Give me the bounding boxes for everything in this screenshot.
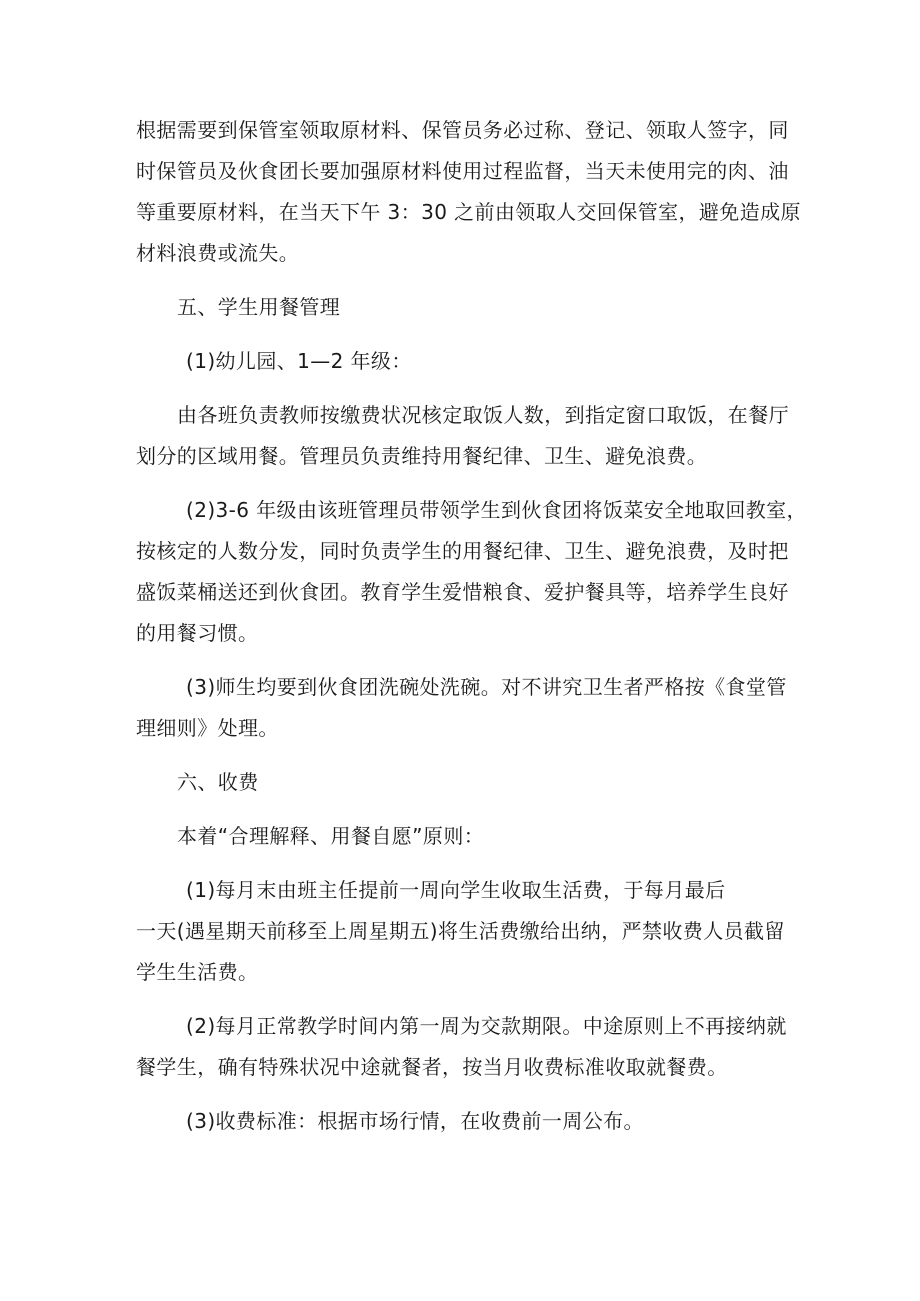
text-line: 划分的区域用餐。管理员负责维持用餐纪律、卫生、避免浪费。 <box>136 444 708 468</box>
text-line: 盛饭菜桶送还到伙食团。教育学生爱惜粮食、爱护餐具等，培养学生良好 <box>136 580 789 604</box>
text-line: 理细则》处理。 <box>136 716 279 740</box>
paragraph-monthly-collection <box>136 870 804 993</box>
paragraph-payment-deadline <box>136 1006 804 1088</box>
paragraph-principle <box>136 816 804 857</box>
text-line: (2)3-6 年级由该班管理员带领学生到伙食团将饭菜安全地取回教室， <box>186 498 807 522</box>
section-heading-6 <box>136 762 804 803</box>
paragraph-kindergarten <box>136 341 804 382</box>
section-heading-5 <box>136 287 804 328</box>
heading-text: 六、收费 <box>177 770 259 794</box>
text-line: (1)每月末由班主任提前一周向学生收取生活费，于每月最后 <box>186 878 726 902</box>
text-line: 材料浪费或流失。 <box>136 241 300 265</box>
text-line: 本着“合理解释、用餐自愿”原则： <box>177 824 485 848</box>
paragraph-dish-washing <box>136 667 804 749</box>
text-line: 按核定的人数分发，同时负责学生的用餐纪律、卫生、避免浪费，及时把 <box>136 539 789 563</box>
text-line: (3)师生均要到伙食团洗碗处洗碗。对不讲究卫生者严格按《食堂管 <box>186 675 787 699</box>
text-line: (2)每月正常教学时间内第一周为交款期限。中途原则上不再接纳就 <box>186 1014 787 1038</box>
text-line: (3)收费标准：根据市场行情，在收费前一周公布。 <box>186 1109 644 1133</box>
text-line: 的用餐习惯。 <box>136 621 259 645</box>
paragraph-grade-3-6 <box>136 490 807 654</box>
text-line: 一天(遇星期天前移至上周星期五)将生活费缴给出纳，严禁收费人员截留 <box>136 919 785 943</box>
heading-text: 五、学生用餐管理 <box>177 295 341 319</box>
paragraph-material-collection <box>136 110 804 274</box>
paragraph-class-teacher <box>136 395 804 477</box>
text-line: 等重要原材料，在当天下午 3：30 之前由领取人交回保管室，避免造成原 <box>136 200 801 224</box>
document-body <box>136 110 807 1155</box>
text-line: 学生生活费。 <box>136 960 259 984</box>
text-line: 由各班负责教师按缴费状况核定取饭人数，到指定窗口取饭，在餐厅 <box>177 403 789 427</box>
text-line: 餐学生，确有特殊状况中途就餐者，按当月收费标准收取就餐费。 <box>136 1055 728 1079</box>
text-line: (1)幼儿园、1—2 年级： <box>186 349 412 373</box>
text-line: 时保管员及伙食团长要加强原材料使用过程监督，当天未使用完的肉、油 <box>136 159 789 183</box>
text-line: 根据需要到保管室领取原材料、保管员务必过称、登记、领取人签字，同 <box>136 118 789 142</box>
paragraph-fee-standard <box>136 1101 804 1142</box>
